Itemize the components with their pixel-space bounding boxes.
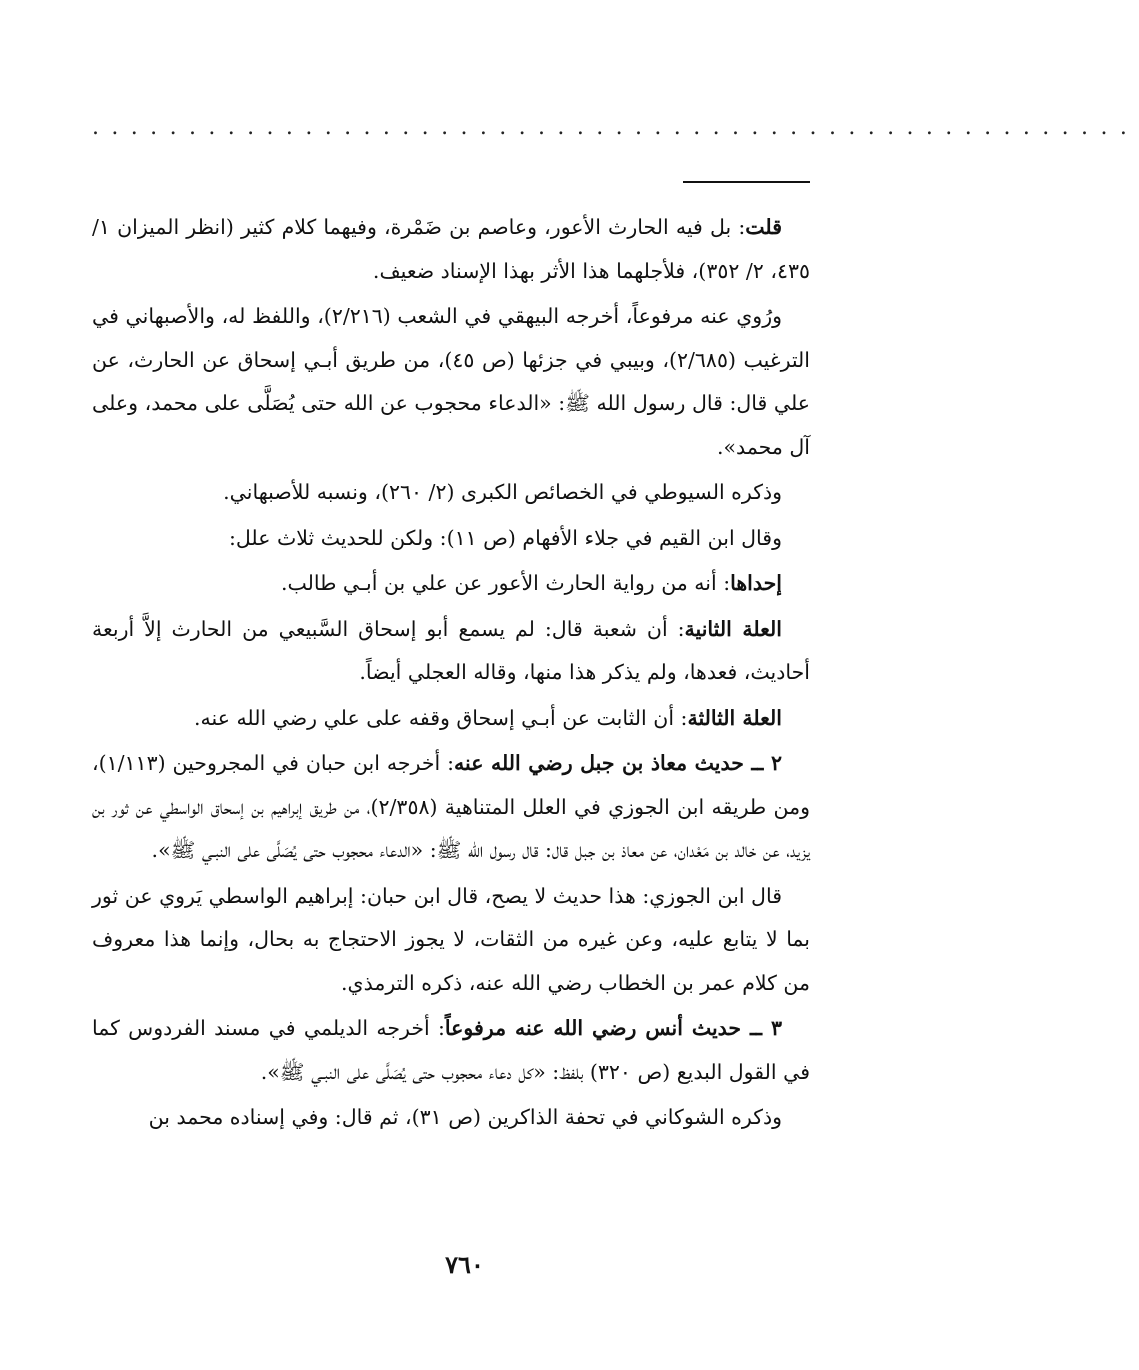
paragraph-lead: العلة الثانية bbox=[684, 616, 782, 641]
paragraph-suyuti bbox=[92, 471, 810, 515]
top-dotted-separator: ...................................................... bbox=[92, 115, 1139, 140]
paragraph-lead: إحداها bbox=[730, 571, 782, 595]
paragraph-text: وذكره الشوكاني في تحفة الذاكرين (ص ٣١)، ثم قال: وفي إسناده محمد بن bbox=[148, 1105, 782, 1129]
paragraph-text: : بل فيه الحارث الأعور، وعاصم بن ضَمْرة، وفيهما كلام كثير (انظر الميزان ١/ ٤٣٥، ٢/ ٣٥٢)، فلأجلهما هذا الأثر بهذا الإسناد ضعيف. bbox=[92, 215, 810, 283]
paragraph-text: : أخرجه الديلمي في مسند الفردوس كما في القول البديع (ص ٣٢٠) بلفظ: «كل دعاء محجوب حتى يُصَلَّى على النبـي ﷺ». bbox=[92, 1016, 810, 1084]
paragraph-marfu bbox=[92, 295, 810, 469]
paragraph-lead: العلة الثالثة bbox=[687, 705, 782, 730]
paragraph-illa-3 bbox=[92, 697, 810, 741]
paragraph-text: وقال ابن القيم في جلاء الأفهام (ص ١١): ولكن للحديث ثلاث علل: bbox=[228, 525, 782, 550]
paragraph-lead: قلت bbox=[745, 215, 782, 239]
paragraph-ibn-jawzi bbox=[92, 875, 810, 1006]
page-body bbox=[92, 206, 810, 1142]
paragraph-text: قال ابن الجوزي: هذا حديث لا يصح، قال ابن حبان: إبراهيم الواسطي يَروي عن ثور بما لا يتابع عليه، وعن غيره من الثقات، لا يجوز الاحتجاج به بحال، وإنما هذا معروف من كلام عمر بن الخطاب رضي الله عنه، ذكره الترمذي. bbox=[92, 883, 810, 995]
paragraph-hadith-anas bbox=[92, 1007, 810, 1094]
paragraph-lead: ٢ ــ حديث معاذ بن جبل رضي الله عنه bbox=[454, 751, 782, 775]
paragraph-ibn-qayyim bbox=[92, 517, 810, 561]
paragraph-text: : أخرجه ابن حبان في المجروحين (١/١١٣)، ومن طريقه ابن الجوزي في العلل المتناهية (٢/٣٥٨)، من طريق إبراهيم بن إسحاق الواسطي عن ثور بن يزيد، عن خالد بن مَعْدان، عن معاذ بن جبل قال: قال رسول الله ﷺ: «الدعاء محجوب حتى يُصَلَّى على النبـي ﷺ». bbox=[92, 751, 810, 862]
paragraph-text: : أن الثابت عن أبـي إسحاق وقفه على علي رضي الله عنه. bbox=[194, 705, 688, 730]
paragraph-hadith-muadh bbox=[92, 742, 810, 873]
page-number: ٧٦٠ bbox=[445, 1250, 484, 1279]
paragraph-qultu bbox=[92, 206, 810, 293]
paragraph-text: وذكره السيوطي في الخصائص الكبرى (٢/ ٢٦٠)، ونسبه للأصبهاني. bbox=[223, 480, 782, 504]
footnote-rule bbox=[683, 181, 810, 183]
paragraph-lead: ٣ ــ حديث أنس رضي الله عنه مرفوعاً bbox=[444, 1016, 782, 1040]
paragraph-text: : أنه من رواية الحارث الأعور عن علي بن أبـي طالب. bbox=[280, 571, 731, 595]
paragraph-illa-2 bbox=[92, 608, 810, 695]
paragraph-text: : أن شعبة قال: لم يسمع أبو إسحاق السَّبيعي من الحارث إلاَّ أربعة أحاديث، فعدها، ولم يذكر هذا منها، وقاله العجلي أيضاً. bbox=[92, 616, 810, 684]
paragraph-text: ورُوي عنه مرفوعاً، أخرجه البيهقي في الشعب (٢/٢١٦)، واللفظ له، والأصبهاني في الترغيب (٢/٦٨٥)، وبيبي في جزئها (ص ٤٥)، من طريق أبـي إسحاق عن الحارث، عن علي قال: قال رسول الله ﷺ: «الدعاء محجوب عن الله حتى يُصَلَّى على محمد، وعلى آل محمد». bbox=[92, 304, 811, 459]
paragraph-illa-1 bbox=[92, 562, 810, 606]
paragraph-shawkani bbox=[92, 1096, 810, 1140]
